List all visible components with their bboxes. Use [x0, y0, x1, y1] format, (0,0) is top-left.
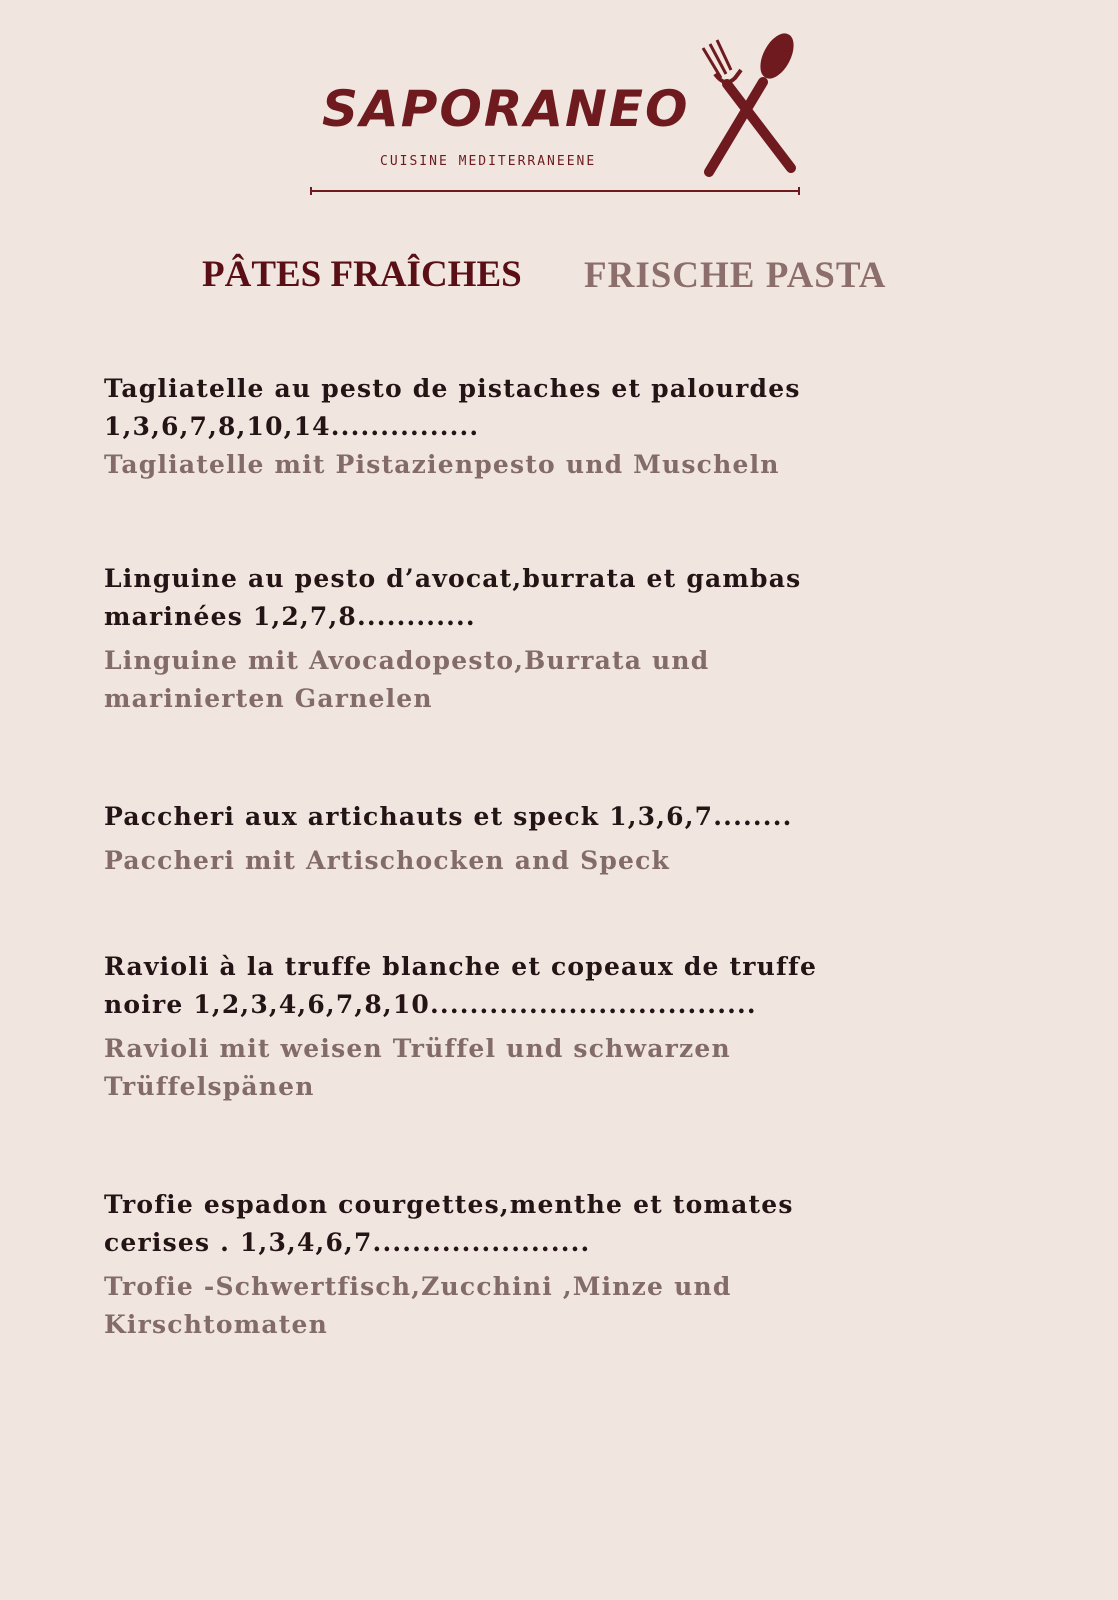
restaurant-logo — [310, 30, 810, 200]
menu-item — [104, 798, 824, 880]
menu-item-name-german: Paccheri mit Artischocken and Speck — [104, 846, 671, 875]
menu-item-name-german: Tagliatelle mit Pistazienpesto und Muscheln — [104, 450, 780, 479]
menu-item — [104, 560, 824, 718]
menu-item-name-french: Paccheri aux artichauts et speck 1,3,6,7........ — [104, 802, 793, 831]
section-title-french: PÂTES FRAÎCHES — [202, 254, 522, 295]
logo-underline — [310, 187, 800, 195]
menu-item-name-french: Tagliatelle au pesto de pistaches et palourdes 1,3,6,7,8,10,14............... — [104, 374, 801, 441]
menu-item-name-german: Linguine mit Avocadopesto,Burrata und marinierten Garnelen — [104, 646, 710, 713]
logo-name: SAPORANEO — [322, 80, 690, 138]
menu-item — [104, 948, 824, 1106]
logo-tagline: CUISINE MEDITERRANEENE — [380, 154, 597, 169]
section-title-german: FRISCHE PASTA — [584, 255, 887, 296]
menu-item — [104, 370, 824, 484]
menu-item-name-german: Ravioli mit weisen Trüffel und schwarzen Trüffelspänen — [104, 1034, 731, 1101]
fork-and-spoon-icon — [695, 30, 805, 180]
menu-item-name-french: Ravioli à la truffe blanche et copeaux de truffe noire 1,2,3,4,6,7,8,10................................. — [104, 952, 818, 1019]
menu-item — [104, 1186, 824, 1344]
menu-item-name-german: Trofie -Schwertfisch,Zucchini ,Minze und Kirschtomaten — [104, 1272, 732, 1339]
menu-item-name-french: Linguine au pesto d’avocat,burrata et gambas marinées 1,2,7,8............ — [104, 564, 802, 631]
menu-item-name-french: Trofie espadon courgettes,menthe et tomates cerises . 1,3,4,6,7...................... — [104, 1190, 794, 1257]
